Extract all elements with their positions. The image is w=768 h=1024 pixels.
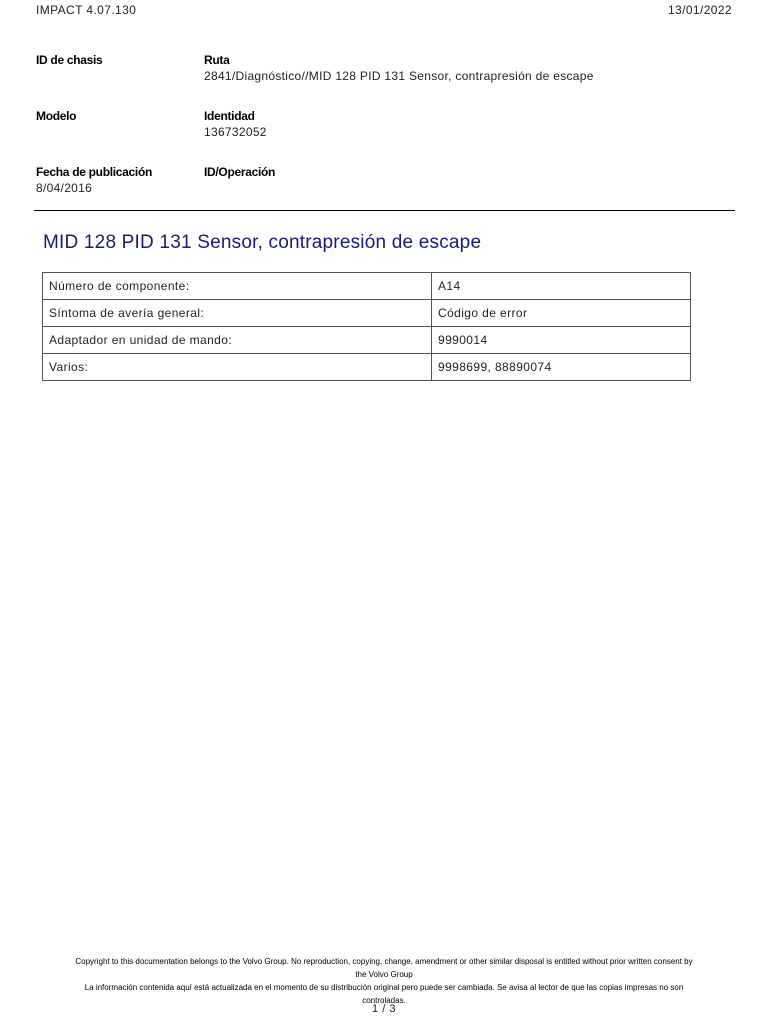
print-date: 13/01/2022: [667, 3, 732, 17]
route-label: Ruta: [204, 53, 230, 67]
model-label: Modelo: [36, 109, 77, 123]
page-header: [36, 3, 732, 21]
table-row: [43, 327, 691, 354]
copyright-line-1: Copyright to this documentation belongs to the Volvo Group. No reproduction, copying, change, amendment or other similar disposal is entitled without prior written consent by: [75, 957, 693, 966]
table-cell-value: A14: [432, 273, 691, 300]
table-cell-value: Código de error: [432, 300, 691, 327]
info-line-1: La información contenida aquí está actualizada en el momento de su distribución original pero puede ser cambiada. Se avisa al lector de que las copias impresas no son: [84, 983, 684, 992]
chassis-id-label: ID de chasis: [36, 53, 103, 67]
table-cell-key: Síntoma de avería general:: [43, 300, 432, 327]
footer-disclaimer: [30, 955, 738, 1007]
operation-id-label: ID/Operación: [204, 165, 276, 179]
app-version: IMPACT 4.07.130: [36, 3, 137, 17]
table-cell-value: 9990014: [432, 327, 691, 354]
table-cell-key: Número de componente:: [43, 273, 432, 300]
operation-id-block: [204, 165, 724, 181]
identity-label: Identidad: [204, 109, 255, 123]
document-title: MID 128 PID 131 Sensor, contrapresión de escape: [43, 232, 482, 253]
identity-block: [204, 109, 724, 139]
table-cell-key: Adaptador en unidad de mando:: [43, 327, 432, 354]
table-cell-key: Varios:: [43, 354, 432, 381]
publication-date-block: [36, 165, 204, 195]
chassis-id-block: [36, 53, 204, 69]
route-block: [204, 53, 724, 83]
route-value: 2841/Diagnóstico//MID 128 PID 131 Sensor, contrapresión de escape: [204, 69, 594, 83]
publication-date-label: Fecha de publicación: [36, 165, 153, 179]
table-row: [43, 300, 691, 327]
info-line-2: controladas.: [362, 996, 406, 1005]
table-row: [43, 354, 691, 381]
component-info-table: [42, 272, 691, 381]
table-cell-value: 9998699, 88890074: [432, 354, 691, 381]
header-divider: [34, 210, 735, 211]
publication-date-value: 8/04/2016: [36, 181, 93, 195]
table-row: [43, 273, 691, 300]
model-block: [36, 109, 204, 125]
page-number: 1 / 3: [372, 1003, 396, 1015]
copyright-line-2: the Volvo Group: [355, 970, 413, 979]
identity-value: 136732052: [204, 125, 267, 139]
